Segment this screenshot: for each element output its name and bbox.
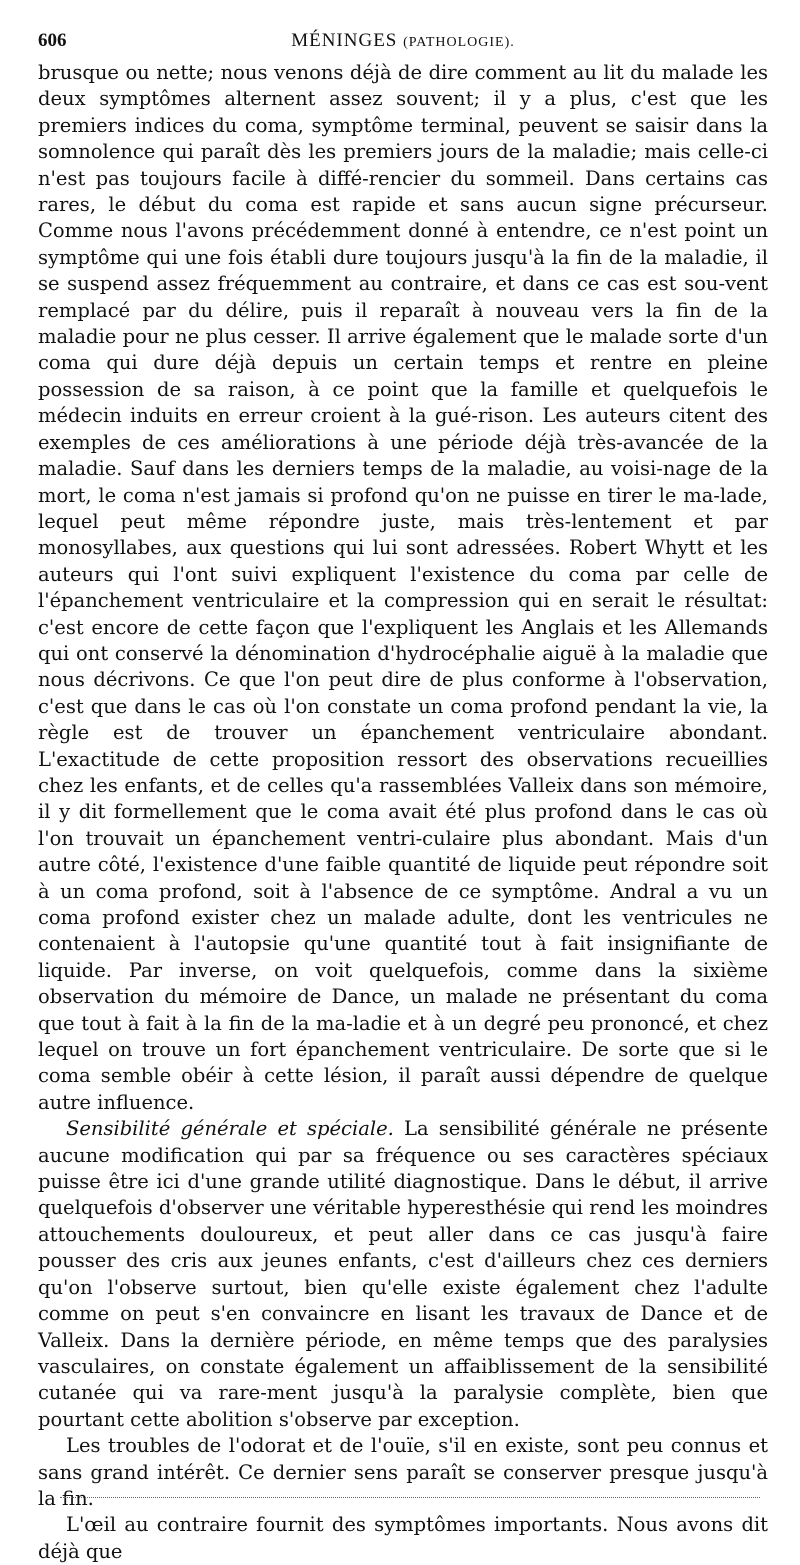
page-number: 606 (38, 30, 67, 51)
running-title-main: MÉNINGES (291, 30, 398, 51)
section-heading: Sensibilité générale et spéciale. (66, 1117, 394, 1141)
body-text (38, 60, 768, 1565)
page (38, 28, 768, 1565)
paragraph-text: La sensibilité générale ne présente aucune modification qui par sa fréquence ou ses caractères spéciaux puisse être ici d'une grande utilité diagnostique. Dans le début, il arrive quelquefois d'observer une véritable hyperesthésie qui rend les moindres attouchements douloureux, et peut aller dans ce cas jusqu'à faire pousser des cris aux jeunes enfants, c'est d'ailleurs chez ces derniers qu'on l'observe surtout, bien qu'elle existe également chez l'adulte comme on peut s'en convaincre en lisant les travaux de Dance et de Valleix. Dans la dernière période, en même temps que des paralysies vasculaires, on constate également un affaiblissement de la sensibilité cutanée qui va rare-ment jusqu'à la paralysie complète, bien que pourtant cette abolition s'observe par exception. (38, 1117, 768, 1431)
paragraph-text: Les troubles de l'odorat et de l'ouïe, s'il en existe, sont peu connus et sans grand intérêt. Ce dernier sens paraît se conserver presque jusqu'à la fin. (38, 1434, 768, 1510)
running-title-sub: (PATHOLOGIE). (403, 35, 515, 50)
paragraph (38, 60, 768, 1116)
paragraph-text: L'œil au contraire fournit des symptômes importants. Nous avons dit déjà que (38, 1513, 768, 1563)
paragraph (38, 1433, 768, 1512)
running-head (38, 28, 768, 58)
running-title (38, 30, 768, 52)
footer-rule (60, 1497, 760, 1498)
paragraph (38, 1116, 768, 1433)
paragraph-text: brusque ou nette; nous venons déjà de dire comment au lit du malade les deux symptômes alternent assez souvent; il y a plus, c'est que les premiers indices du coma, symptôme terminal, peuvent se saisir dans la somnolence qui paraît dès les premiers jours de la maladie; mais celle-ci n'est pas toujours facile à diffé-rencier du sommeil. Dans certains cas rares, le début du coma est rapide et sans aucun signe précurseur. Comme nous l'avons précédemment donné à entendre, ce n'est point un symptôme qui une fois établi dure toujours jusqu'à la fin de la maladie, il se suspend assez fréquemment au contraire, et dans ce cas est sou-vent remplacé par du délire, puis il reparaît à nouveau vers la fin de la maladie pour ne plus cesser. Il arrive également que le malade sorte d'un coma qui dure déjà depuis un certain temps et rentre en pleine possession de sa raison, à ce point que la famille et quelquefois le médecin induits en erreur croient à la gué-rison. Les auteurs citent des exemples de ces améliorations à une période déjà très-avancée de la maladie. Sauf dans les derniers temps de la maladie, au voisi-nage de la mort, le coma n'est jamais si profond qu'on ne puisse en tirer le ma-lade, lequel peut même répondre juste, mais très-lentement et par monosyllabes, aux questions qui lui sont adressées. Robert Whytt et les auteurs qui l'ont suivi expliquent l'existence du coma par celle de l'épanchement ventriculaire et la compression qui en serait le résultat: c'est encore de cette façon que l'expliquent les Anglais et les Allemands qui ont conservé la dénomination d'hydrocéphalie aiguë à la maladie que nous décrivons. Ce que l'on peut dire de plus conforme à l'observation, c'est que dans le cas où l'on constate un coma profond pendant la vie, la règle est de trouver un épanchement ventriculaire abondant. L'exactitude de cette proposition ressort des observations recueillies chez les enfants, et de celles qu'a rassemblées Valleix dans son mémoire, il y dit formellement que le coma avait été plus profond dans le cas où l'on trouvait un épanchement ventri-culaire plus abondant. Mais d'un autre côté, l'existence d'une faible quantité de liquide peut répondre soit à un coma profond, soit à l'absence de ce symptôme. Andral a vu un coma profond exister chez un malade adulte, dont les ventricules ne contenaient à l'autopsie qu'une quantité tout à fait insignifiante de liquide. Par inverse, on voit quelquefois, comme dans la sixième observation du mémoire de Dance, un malade ne présentant du coma que tout à fait à la fin de la ma-ladie et à un degré peu prononcé, et chez lequel on trouve un fort épanchement ventriculaire. De sorte que si le coma semble obéir à cette lésion, il paraît aussi dépendre de quelque autre influence. (38, 61, 768, 1114)
